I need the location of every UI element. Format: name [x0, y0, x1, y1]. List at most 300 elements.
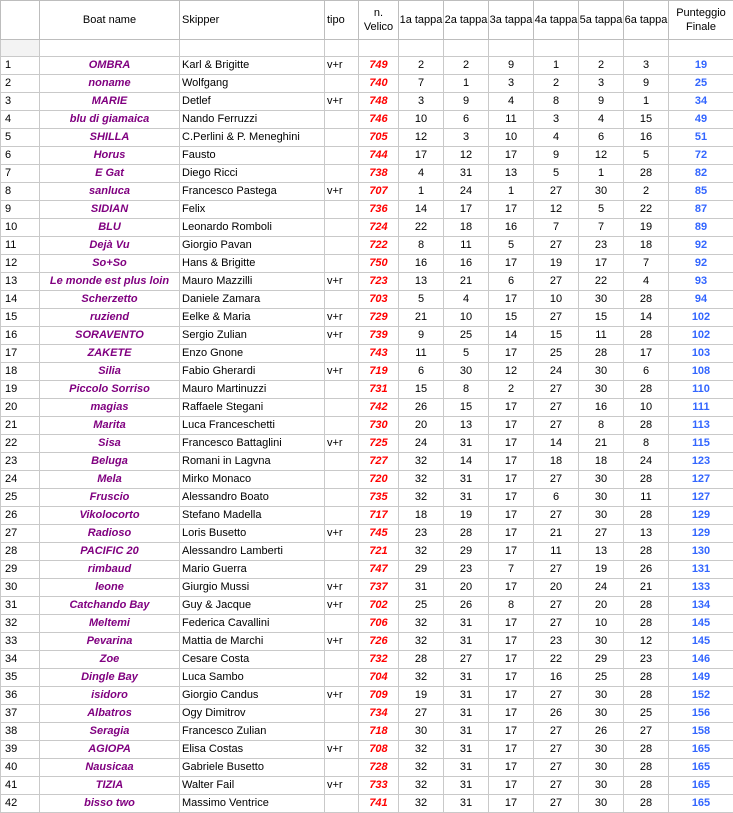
stage-6-cell: 5	[624, 147, 669, 165]
stage-5-cell: 24	[579, 579, 624, 597]
sail-number-cell: 708	[359, 741, 399, 759]
final-score-cell: 19	[669, 57, 733, 75]
stage-4-cell: 9	[534, 147, 579, 165]
stage-1-cell: 32	[399, 453, 444, 471]
stage-6-cell: 28	[624, 777, 669, 795]
final-score-cell: 51	[669, 129, 733, 147]
table-row	[1, 273, 733, 291]
stage-6-cell: 13	[624, 525, 669, 543]
position-cell: 6	[1, 147, 40, 165]
position-cell: 20	[1, 399, 40, 417]
stage-2-cell: 12	[444, 147, 489, 165]
stage-1-cell: 29	[399, 561, 444, 579]
table-row	[1, 759, 733, 777]
final-score-cell: 152	[669, 687, 733, 705]
tipo-cell: v+r	[325, 183, 359, 201]
stage-1-cell: 28	[399, 651, 444, 669]
position-cell: 42	[1, 795, 40, 813]
stage-4-cell: 2	[534, 75, 579, 93]
position-cell: 30	[1, 579, 40, 597]
skipper-cell: Mauro Martinuzzi	[180, 381, 325, 399]
final-score-cell: 89	[669, 219, 733, 237]
stage-3-cell: 17	[489, 489, 534, 507]
skipper-cell: Romani in Lagvna	[180, 453, 325, 471]
stage-4-cell: 27	[534, 723, 579, 741]
stage-5-cell: 22	[579, 273, 624, 291]
table-row	[1, 57, 733, 75]
stage-3-cell: 17	[489, 651, 534, 669]
stage-1-cell: 32	[399, 615, 444, 633]
position-cell: 29	[1, 561, 40, 579]
sail-number-cell: 749	[359, 57, 399, 75]
tipo-cell	[325, 165, 359, 183]
skipper-cell: Francesco Pastega	[180, 183, 325, 201]
stage-2-cell: 24	[444, 183, 489, 201]
final-score-cell: 92	[669, 237, 733, 255]
tipo-cell	[325, 795, 359, 813]
skipper-cell: Luca Sambo	[180, 669, 325, 687]
tipo-cell	[325, 561, 359, 579]
tipo-cell: v+r	[325, 363, 359, 381]
boat-name-cell: Marita	[40, 417, 180, 435]
stage-2-cell: 29	[444, 543, 489, 561]
position-cell: 38	[1, 723, 40, 741]
boat-name-cell: E Gat	[40, 165, 180, 183]
skipper-cell: Nando Ferruzzi	[180, 111, 325, 129]
table-row	[1, 165, 733, 183]
stage-5-cell: 30	[579, 777, 624, 795]
stage-1-cell: 32	[399, 543, 444, 561]
stage-2-cell: 31	[444, 669, 489, 687]
stage-5-cell: 30	[579, 489, 624, 507]
stage-3-cell: 16	[489, 219, 534, 237]
final-score-cell: 72	[669, 147, 733, 165]
position-cell: 31	[1, 597, 40, 615]
sail-number-cell: 718	[359, 723, 399, 741]
stage-5-cell: 30	[579, 741, 624, 759]
tipo-cell: v+r	[325, 741, 359, 759]
stage-5-cell: 11	[579, 327, 624, 345]
skipper-cell: Mario Guerra	[180, 561, 325, 579]
position-cell: 28	[1, 543, 40, 561]
final-score-cell: 110	[669, 381, 733, 399]
position-cell: 36	[1, 687, 40, 705]
table-row	[1, 327, 733, 345]
position-cell: 25	[1, 489, 40, 507]
header-stage-1: 1a tappa	[399, 1, 444, 40]
tipo-cell	[325, 201, 359, 219]
stage-5-cell: 25	[579, 669, 624, 687]
skipper-cell: Elisa Costas	[180, 741, 325, 759]
stage-1-cell: 32	[399, 741, 444, 759]
stage-4-cell: 15	[534, 327, 579, 345]
final-score-cell: 115	[669, 435, 733, 453]
stage-5-cell: 4	[579, 111, 624, 129]
position-cell: 21	[1, 417, 40, 435]
stage-5-cell: 19	[579, 561, 624, 579]
position-cell: 7	[1, 165, 40, 183]
tipo-cell	[325, 453, 359, 471]
table-row	[1, 615, 733, 633]
header-boat-name: Boat name	[40, 1, 180, 40]
boat-name-cell: Albatros	[40, 705, 180, 723]
skipper-cell: Detlef	[180, 93, 325, 111]
stage-3-cell: 12	[489, 363, 534, 381]
boat-name-cell: So+So	[40, 255, 180, 273]
stage-4-cell: 10	[534, 291, 579, 309]
stage-6-cell: 19	[624, 219, 669, 237]
stage-4-cell: 3	[534, 111, 579, 129]
boat-name-cell: Pevarina	[40, 633, 180, 651]
stage-3-cell: 9	[489, 57, 534, 75]
position-cell: 32	[1, 615, 40, 633]
stage-6-cell: 28	[624, 417, 669, 435]
final-score-cell: 158	[669, 723, 733, 741]
stage-2-cell: 30	[444, 363, 489, 381]
stage-6-cell: 28	[624, 471, 669, 489]
stage-1-cell: 3	[399, 93, 444, 111]
stage-4-cell: 8	[534, 93, 579, 111]
spacer-cell	[579, 40, 624, 57]
stage-5-cell: 21	[579, 435, 624, 453]
sail-number-cell: 728	[359, 759, 399, 777]
skipper-cell: Diego Ricci	[180, 165, 325, 183]
stage-4-cell: 11	[534, 543, 579, 561]
skipper-cell: Massimo Ventrice	[180, 795, 325, 813]
skipper-cell: Fabio Gherardi	[180, 363, 325, 381]
boat-name-cell: PACIFIC 20	[40, 543, 180, 561]
sail-number-cell: 742	[359, 399, 399, 417]
spacer-cell	[669, 40, 733, 57]
stage-3-cell: 17	[489, 345, 534, 363]
stage-4-cell: 4	[534, 129, 579, 147]
sail-number-cell: 721	[359, 543, 399, 561]
final-score-cell: 146	[669, 651, 733, 669]
stage-5-cell: 8	[579, 417, 624, 435]
skipper-cell: Leonardo Romboli	[180, 219, 325, 237]
sail-number-cell: 704	[359, 669, 399, 687]
stage-1-cell: 12	[399, 129, 444, 147]
stage-5-cell: 16	[579, 399, 624, 417]
skipper-cell: Ogy Dimitrov	[180, 705, 325, 723]
sail-number-cell: 727	[359, 453, 399, 471]
stage-3-cell: 11	[489, 111, 534, 129]
skipper-cell: Stefano Madella	[180, 507, 325, 525]
stage-1-cell: 8	[399, 237, 444, 255]
stage-5-cell: 1	[579, 165, 624, 183]
final-score-cell: 113	[669, 417, 733, 435]
boat-name-cell: sanluca	[40, 183, 180, 201]
stage-6-cell: 28	[624, 165, 669, 183]
stage-6-cell: 28	[624, 741, 669, 759]
tipo-cell	[325, 543, 359, 561]
stage-5-cell: 27	[579, 525, 624, 543]
tipo-cell: v+r	[325, 633, 359, 651]
skipper-cell: Giurgio Mussi	[180, 579, 325, 597]
sail-number-cell: 741	[359, 795, 399, 813]
final-score-cell: 108	[669, 363, 733, 381]
stage-1-cell: 32	[399, 795, 444, 813]
skipper-cell: Mattia de Marchi	[180, 633, 325, 651]
boat-name-cell: MARIE	[40, 93, 180, 111]
tipo-cell	[325, 471, 359, 489]
position-cell: 27	[1, 525, 40, 543]
stage-2-cell: 23	[444, 561, 489, 579]
stage-3-cell: 3	[489, 75, 534, 93]
stage-6-cell: 28	[624, 507, 669, 525]
stage-6-cell: 28	[624, 381, 669, 399]
table-row	[1, 795, 733, 813]
stage-3-cell: 17	[489, 759, 534, 777]
boat-name-cell: SHILLA	[40, 129, 180, 147]
skipper-cell: Hans & Brigitte	[180, 255, 325, 273]
final-score-cell: 25	[669, 75, 733, 93]
stage-1-cell: 9	[399, 327, 444, 345]
final-score-cell: 134	[669, 597, 733, 615]
stage-4-cell: 20	[534, 579, 579, 597]
boat-name-cell: Le monde est plus loin	[40, 273, 180, 291]
stage-6-cell: 12	[624, 633, 669, 651]
stage-6-cell: 28	[624, 687, 669, 705]
sail-number-cell: 732	[359, 651, 399, 669]
position-cell: 17	[1, 345, 40, 363]
header-row	[1, 1, 733, 40]
stage-3-cell: 17	[489, 453, 534, 471]
sail-number-cell: 729	[359, 309, 399, 327]
table-row	[1, 147, 733, 165]
tipo-cell	[325, 705, 359, 723]
stage-3-cell: 7	[489, 561, 534, 579]
skipper-cell: Guy & Jacque	[180, 597, 325, 615]
skipper-cell: Alessandro Lamberti	[180, 543, 325, 561]
table-row	[1, 525, 733, 543]
stage-4-cell: 27	[534, 795, 579, 813]
stage-4-cell: 27	[534, 597, 579, 615]
final-score-cell: 156	[669, 705, 733, 723]
stage-4-cell: 27	[534, 777, 579, 795]
stage-6-cell: 3	[624, 57, 669, 75]
sail-number-cell: 724	[359, 219, 399, 237]
spacer-cell	[325, 40, 359, 57]
stage-1-cell: 10	[399, 111, 444, 129]
stage-1-cell: 25	[399, 597, 444, 615]
stage-6-cell: 1	[624, 93, 669, 111]
boat-name-cell: AGIOPA	[40, 741, 180, 759]
sail-number-cell: 739	[359, 327, 399, 345]
stage-3-cell: 17	[489, 507, 534, 525]
skipper-cell: Mirko Monaco	[180, 471, 325, 489]
header-final-score: Punteggio Finale	[669, 1, 733, 40]
header-stage-5: 5a tappa	[579, 1, 624, 40]
stage-1-cell: 24	[399, 435, 444, 453]
table-row	[1, 201, 733, 219]
stage-4-cell: 14	[534, 435, 579, 453]
boat-name-cell: bisso two	[40, 795, 180, 813]
stage-6-cell: 28	[624, 543, 669, 561]
stage-1-cell: 20	[399, 417, 444, 435]
sail-number-cell: 740	[359, 75, 399, 93]
spacer-cell	[399, 40, 444, 57]
position-cell: 23	[1, 453, 40, 471]
position-cell: 1	[1, 57, 40, 75]
stage-4-cell: 27	[534, 381, 579, 399]
table-row	[1, 219, 733, 237]
stage-2-cell: 31	[444, 489, 489, 507]
stage-6-cell: 8	[624, 435, 669, 453]
final-score-cell: 85	[669, 183, 733, 201]
skipper-cell: Gabriele Busetto	[180, 759, 325, 777]
final-score-cell: 165	[669, 795, 733, 813]
sail-number-cell: 719	[359, 363, 399, 381]
position-cell: 34	[1, 651, 40, 669]
stage-5-cell: 26	[579, 723, 624, 741]
tipo-cell	[325, 669, 359, 687]
stage-1-cell: 27	[399, 705, 444, 723]
tipo-cell	[325, 237, 359, 255]
stage-3-cell: 17	[489, 615, 534, 633]
skipper-cell: Enzo Gnone	[180, 345, 325, 363]
stage-6-cell: 15	[624, 111, 669, 129]
table-row	[1, 183, 733, 201]
tipo-cell	[325, 255, 359, 273]
final-score-cell: 165	[669, 759, 733, 777]
position-cell: 19	[1, 381, 40, 399]
sail-number-cell: 702	[359, 597, 399, 615]
stage-5-cell: 30	[579, 687, 624, 705]
skipper-cell: Wolfgang	[180, 75, 325, 93]
boat-name-cell: noname	[40, 75, 180, 93]
spacer-row	[1, 40, 733, 57]
final-score-cell: 34	[669, 93, 733, 111]
stage-5-cell: 5	[579, 201, 624, 219]
stage-6-cell: 6	[624, 363, 669, 381]
stage-5-cell: 30	[579, 759, 624, 777]
skipper-cell: Raffaele Stegani	[180, 399, 325, 417]
boat-name-cell: magias	[40, 399, 180, 417]
skipper-cell: Walter Fail	[180, 777, 325, 795]
stage-6-cell: 28	[624, 327, 669, 345]
final-score-cell: 149	[669, 669, 733, 687]
stage-4-cell: 27	[534, 309, 579, 327]
tipo-cell: v+r	[325, 687, 359, 705]
stage-2-cell: 31	[444, 741, 489, 759]
stage-6-cell: 23	[624, 651, 669, 669]
boat-name-cell: Silia	[40, 363, 180, 381]
stage-6-cell: 22	[624, 201, 669, 219]
stage-3-cell: 10	[489, 129, 534, 147]
stage-2-cell: 1	[444, 75, 489, 93]
spacer-cell	[624, 40, 669, 57]
stage-3-cell: 17	[489, 669, 534, 687]
stage-3-cell: 15	[489, 309, 534, 327]
stage-4-cell: 12	[534, 201, 579, 219]
stage-4-cell: 27	[534, 399, 579, 417]
position-cell: 18	[1, 363, 40, 381]
sail-number-cell: 705	[359, 129, 399, 147]
skipper-cell: Francesco Zulian	[180, 723, 325, 741]
skipper-cell: Felix	[180, 201, 325, 219]
stage-2-cell: 25	[444, 327, 489, 345]
sail-number-cell: 733	[359, 777, 399, 795]
stage-3-cell: 17	[489, 705, 534, 723]
table-row	[1, 75, 733, 93]
table-row	[1, 705, 733, 723]
table-row	[1, 111, 733, 129]
tipo-cell	[325, 723, 359, 741]
final-score-cell: 102	[669, 309, 733, 327]
stage-6-cell: 28	[624, 795, 669, 813]
stage-1-cell: 32	[399, 669, 444, 687]
tipo-cell	[325, 75, 359, 93]
boat-name-cell: rimbaud	[40, 561, 180, 579]
stage-4-cell: 22	[534, 651, 579, 669]
stage-3-cell: 2	[489, 381, 534, 399]
tipo-cell: v+r	[325, 93, 359, 111]
boat-name-cell: Dejà Vu	[40, 237, 180, 255]
tipo-cell	[325, 651, 359, 669]
stage-4-cell: 5	[534, 165, 579, 183]
sail-number-cell: 709	[359, 687, 399, 705]
stage-3-cell: 17	[489, 633, 534, 651]
stage-2-cell: 31	[444, 435, 489, 453]
stage-1-cell: 31	[399, 579, 444, 597]
position-cell: 12	[1, 255, 40, 273]
final-score-cell: 82	[669, 165, 733, 183]
stage-2-cell: 5	[444, 345, 489, 363]
stage-4-cell: 25	[534, 345, 579, 363]
stage-3-cell: 13	[489, 165, 534, 183]
stage-5-cell: 17	[579, 255, 624, 273]
sail-number-cell: 738	[359, 165, 399, 183]
stage-1-cell: 22	[399, 219, 444, 237]
final-score-cell: 165	[669, 741, 733, 759]
table-row	[1, 237, 733, 255]
stage-3-cell: 4	[489, 93, 534, 111]
boat-name-cell: isidoro	[40, 687, 180, 705]
table-row	[1, 633, 733, 651]
boat-name-cell: Zoe	[40, 651, 180, 669]
stage-3-cell: 17	[489, 543, 534, 561]
tipo-cell: v+r	[325, 579, 359, 597]
skipper-cell: Giorgio Pavan	[180, 237, 325, 255]
final-score-cell: 130	[669, 543, 733, 561]
stage-3-cell: 17	[489, 435, 534, 453]
stage-5-cell: 18	[579, 453, 624, 471]
boat-name-cell: Beluga	[40, 453, 180, 471]
sail-number-cell: 707	[359, 183, 399, 201]
sail-number-cell: 730	[359, 417, 399, 435]
position-cell: 5	[1, 129, 40, 147]
stage-4-cell: 27	[534, 237, 579, 255]
stage-6-cell: 21	[624, 579, 669, 597]
header-position	[1, 1, 40, 40]
skipper-cell: Loris Busetto	[180, 525, 325, 543]
stage-2-cell: 31	[444, 165, 489, 183]
boat-name-cell: Scherzetto	[40, 291, 180, 309]
stage-5-cell: 30	[579, 507, 624, 525]
stage-5-cell: 7	[579, 219, 624, 237]
stage-6-cell: 25	[624, 705, 669, 723]
stage-1-cell: 15	[399, 381, 444, 399]
table-row	[1, 489, 733, 507]
boat-name-cell: Catchando Bay	[40, 597, 180, 615]
stage-5-cell: 23	[579, 237, 624, 255]
stage-5-cell: 20	[579, 597, 624, 615]
stage-5-cell: 28	[579, 345, 624, 363]
final-score-cell: 127	[669, 471, 733, 489]
tipo-cell	[325, 417, 359, 435]
stage-3-cell: 6	[489, 273, 534, 291]
